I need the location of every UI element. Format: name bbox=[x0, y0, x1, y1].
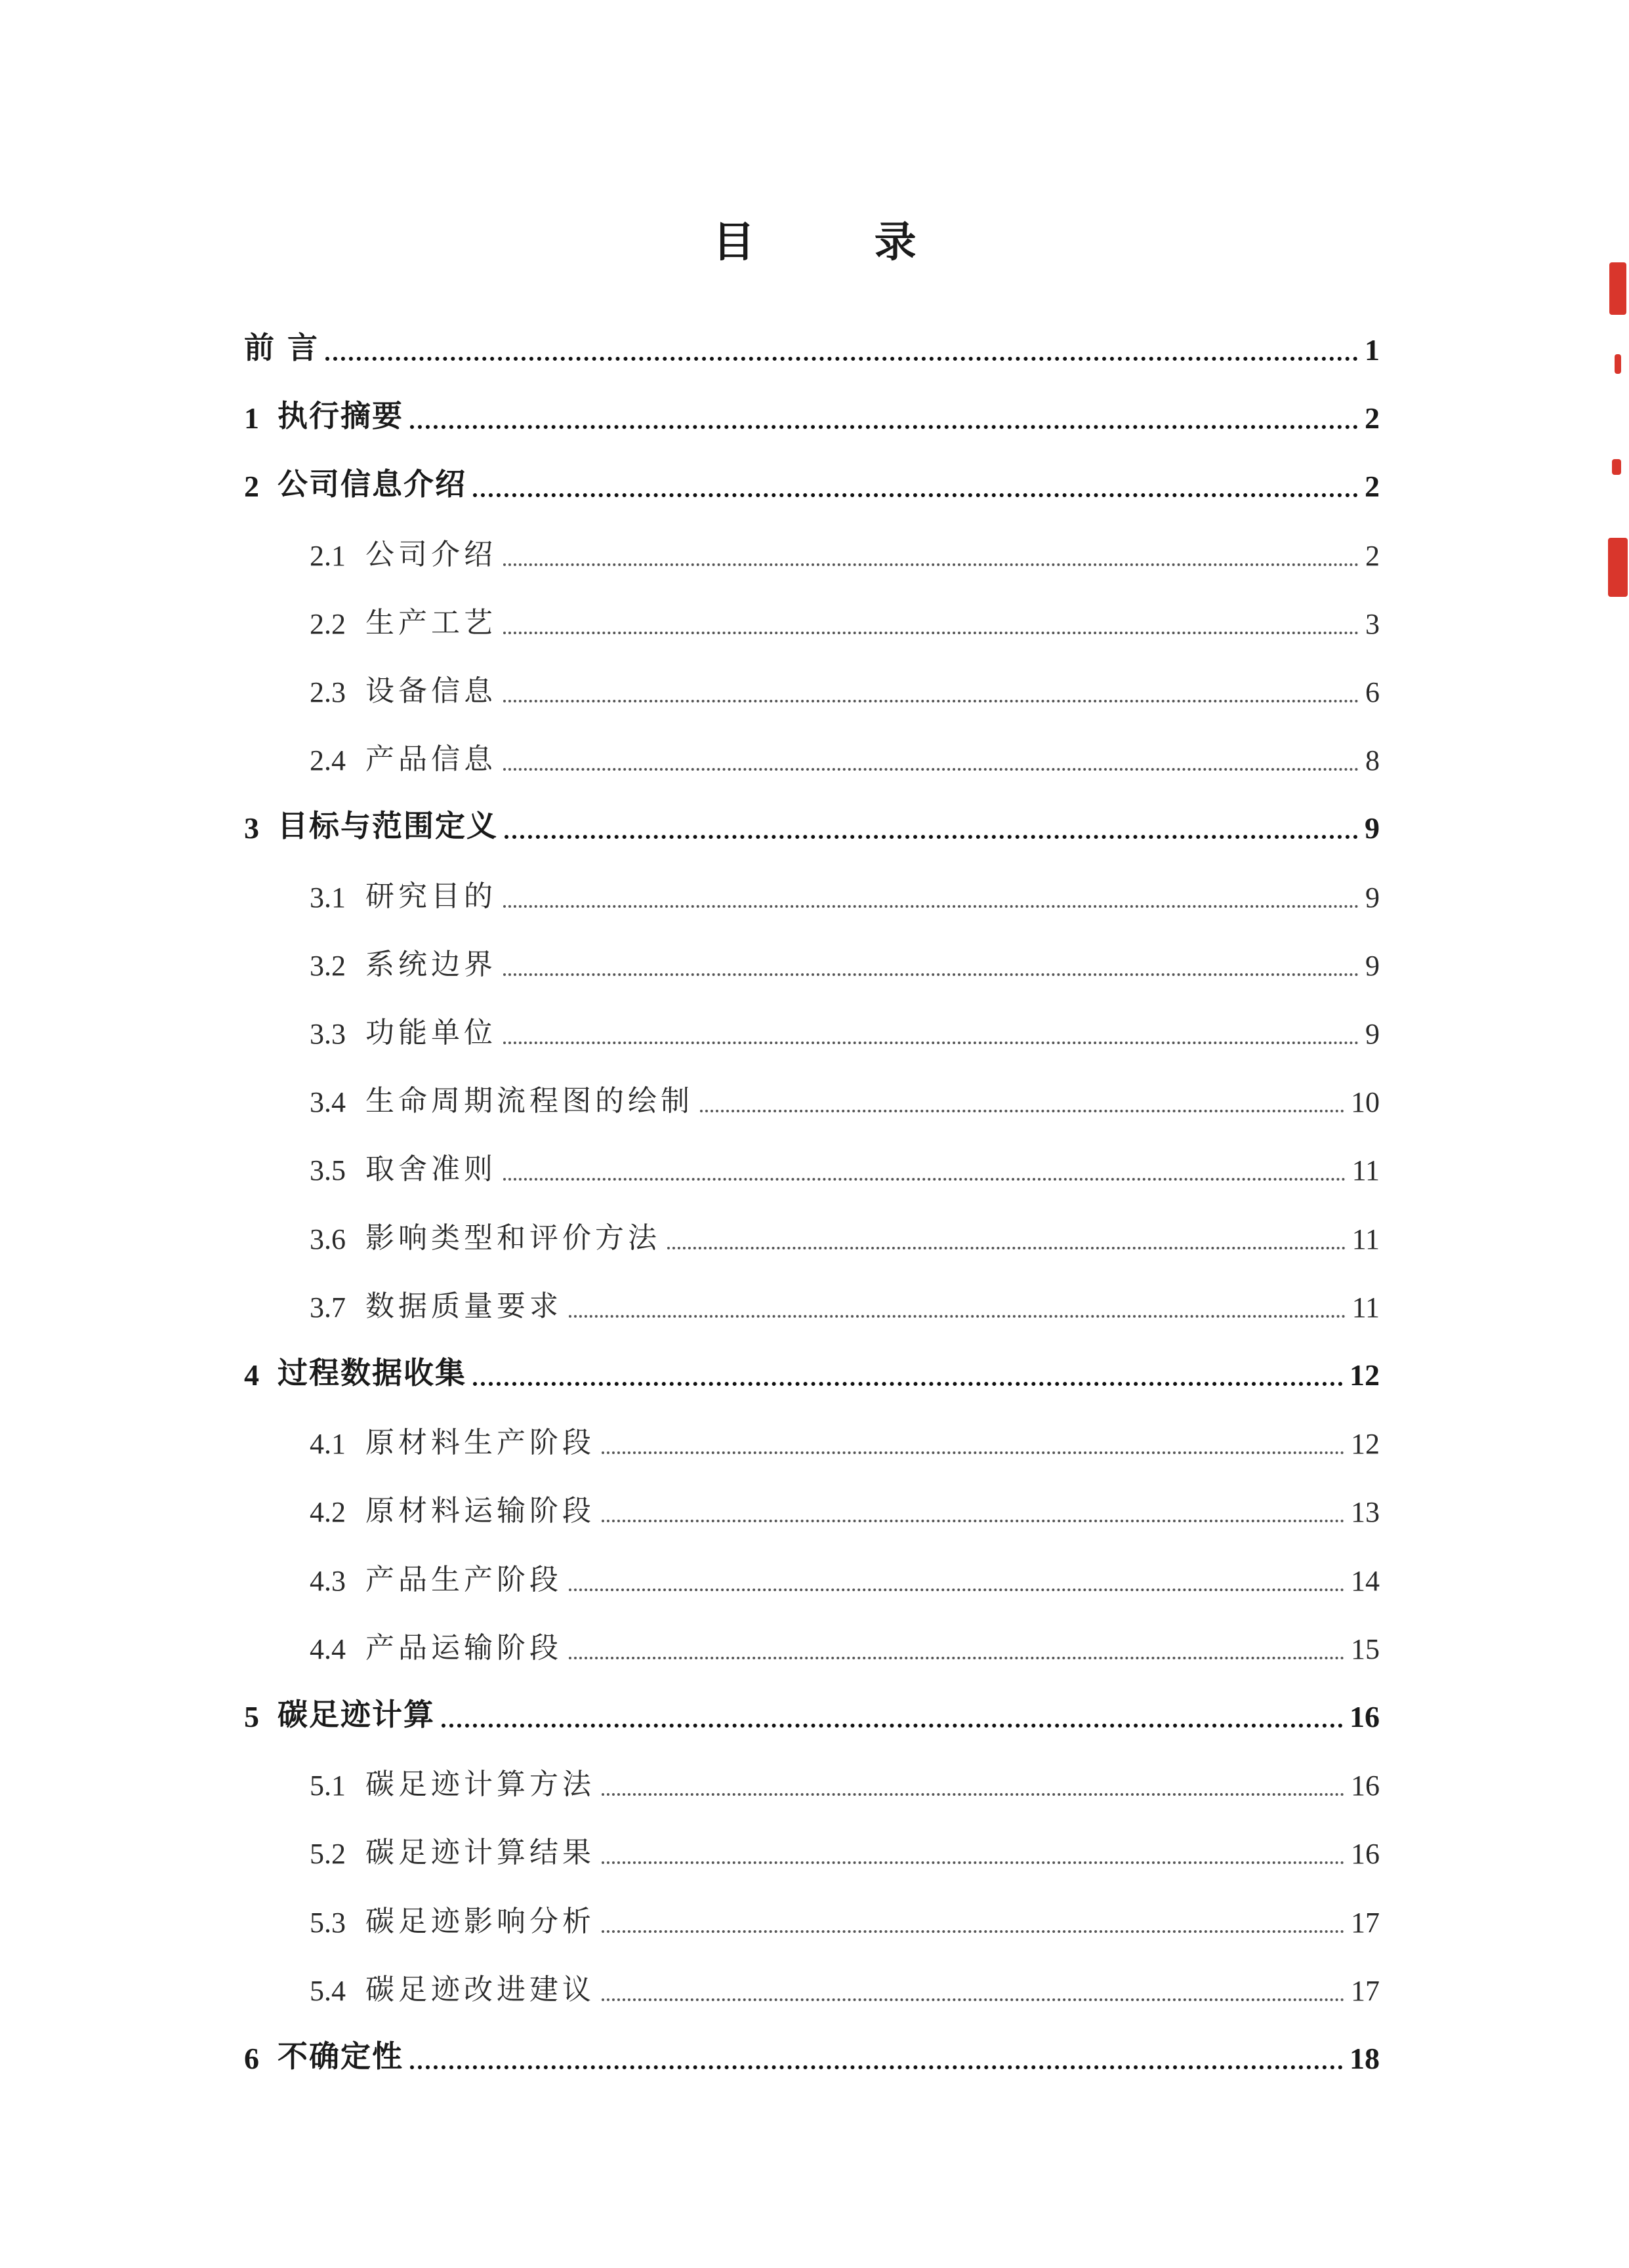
toc-section-entry[interactable] bbox=[244, 1141, 1380, 1187]
toc-entry-label bbox=[310, 1760, 595, 1802]
toc-entry-label bbox=[244, 324, 319, 367]
toc-entry-number: 5.1 bbox=[310, 1770, 346, 1802]
toc-entry-label bbox=[310, 1829, 595, 1871]
toc-page-number: 11 bbox=[1351, 1154, 1380, 1187]
toc-dot-leader bbox=[602, 1998, 1344, 2001]
toc-entry-title: 原材料生产阶段 bbox=[365, 1426, 595, 1460]
toc-dot-leader bbox=[442, 1724, 1343, 1728]
toc-page-number: 12 bbox=[1350, 1358, 1380, 1392]
toc-section-entry[interactable] bbox=[244, 1005, 1380, 1051]
toc-entry-label bbox=[310, 1897, 595, 1939]
toc-dot-leader bbox=[569, 1589, 1344, 1591]
toc-dot-leader bbox=[325, 357, 1358, 361]
toc-entry-title: 生产工艺 bbox=[365, 605, 497, 639]
toc-entry-title: 碳足迹计算 bbox=[278, 1697, 435, 1732]
toc-dot-leader bbox=[503, 768, 1359, 771]
toc-dot-leader bbox=[602, 1451, 1344, 1454]
toc-chapter-entry[interactable] bbox=[244, 458, 1380, 504]
toc-dot-leader bbox=[569, 1657, 1344, 1659]
toc-entry-number: 3 bbox=[244, 811, 259, 845]
toc-dot-leader bbox=[410, 425, 1358, 429]
toc-section-entry[interactable] bbox=[244, 1552, 1380, 1598]
toc-entry-label bbox=[310, 531, 497, 573]
toc-dot-leader bbox=[503, 632, 1359, 634]
toc-entry-number: 5.4 bbox=[310, 1974, 346, 2007]
toc-page-number: 2 bbox=[1365, 470, 1380, 504]
toc-entry-label bbox=[310, 1419, 595, 1461]
toc-page-number: 2 bbox=[1365, 401, 1380, 435]
toc-section-entry[interactable] bbox=[244, 1756, 1380, 1802]
toc-entry-title: 功能单位 bbox=[365, 1016, 497, 1049]
toc-entry-label bbox=[310, 1145, 497, 1187]
toc-entry-number: 3.3 bbox=[310, 1018, 346, 1050]
toc-dot-leader bbox=[503, 905, 1359, 908]
toc-page-number: 6 bbox=[1365, 676, 1380, 708]
toc-entry-number: 2.4 bbox=[310, 744, 346, 777]
toc-entry-number: 3.4 bbox=[310, 1086, 346, 1119]
toc-page-number: 2 bbox=[1365, 539, 1380, 572]
toc-entry-label bbox=[244, 802, 498, 845]
toc-section-entry[interactable] bbox=[244, 1620, 1380, 1666]
toc-section-entry[interactable] bbox=[244, 1210, 1380, 1256]
toc-entry-number: 4.2 bbox=[310, 1496, 346, 1529]
toc-entry-title: 碳足迹计算方法 bbox=[365, 1768, 595, 1802]
toc-entry-title: 取舍准则 bbox=[365, 1152, 497, 1186]
toc-page-number: 12 bbox=[1351, 1428, 1380, 1461]
toc-entry-title: 过程数据收集 bbox=[278, 1355, 466, 1390]
toc-page-number: 16 bbox=[1351, 1838, 1380, 1871]
toc-entry-title: 碳足迹改进建议 bbox=[365, 1972, 595, 2006]
toc-section-entry[interactable] bbox=[244, 731, 1380, 777]
toc-page-number: 17 bbox=[1351, 1974, 1380, 2007]
toc-dot-leader bbox=[602, 1520, 1344, 1522]
toc-entry-number: 4.4 bbox=[310, 1632, 346, 1665]
toc-entry-number: 1 bbox=[244, 401, 259, 435]
toc-page-number: 18 bbox=[1350, 2042, 1380, 2075]
toc-entry-label bbox=[310, 1966, 595, 2008]
toc-page-number: 9 bbox=[1365, 949, 1380, 982]
toc-entry-number: 4.3 bbox=[310, 1564, 346, 1597]
toc-entry-number: 2.1 bbox=[310, 539, 346, 572]
toc-entry-title: 不确定性 bbox=[278, 2038, 403, 2074]
toc-page-number: 11 bbox=[1351, 1223, 1380, 1255]
toc-entry-number: 2 bbox=[244, 470, 259, 504]
toc-entry-number: 5 bbox=[244, 1700, 259, 1733]
toc-dot-leader bbox=[602, 1930, 1344, 1933]
toc-dot-leader bbox=[602, 1793, 1344, 1796]
toc-entry-label bbox=[244, 392, 403, 435]
toc-dot-leader bbox=[505, 835, 1358, 839]
page-title: 目 录 bbox=[712, 218, 969, 267]
toc-chapter-entry[interactable] bbox=[244, 1688, 1380, 1734]
toc-entry-label bbox=[310, 1624, 562, 1666]
toc-entry-title: 生命周期流程图的绘制 bbox=[365, 1084, 693, 1118]
toc-section-entry[interactable] bbox=[244, 595, 1380, 641]
toc-entry-number: 3.5 bbox=[310, 1154, 346, 1187]
toc-entry-label bbox=[310, 735, 497, 777]
toc-section-entry[interactable] bbox=[244, 527, 1380, 573]
toc-entry-number: 3.2 bbox=[310, 949, 346, 982]
toc-dot-leader bbox=[602, 1861, 1344, 1864]
toc-dot-leader bbox=[503, 1178, 1346, 1181]
toc-page-number: 16 bbox=[1350, 1700, 1380, 1733]
toc-page-number: 9 bbox=[1365, 881, 1380, 914]
toc-entry-number: 4 bbox=[244, 1358, 259, 1392]
toc-entry-title: 公司信息介绍 bbox=[278, 466, 466, 502]
toc-entry-number: 2.2 bbox=[310, 607, 346, 640]
toc-section-entry[interactable] bbox=[244, 1893, 1380, 1939]
seal-stamp-fragment bbox=[1603, 262, 1629, 603]
toc-section-entry[interactable] bbox=[244, 1415, 1380, 1461]
toc-entry-title: 产品信息 bbox=[365, 742, 497, 777]
toc-page-number: 8 bbox=[1365, 744, 1380, 777]
toc-section-entry[interactable] bbox=[244, 937, 1380, 982]
toc-page-number: 9 bbox=[1365, 1018, 1380, 1050]
toc-page-number: 11 bbox=[1351, 1291, 1380, 1324]
toc-page-number: 10 bbox=[1351, 1086, 1380, 1119]
toc-entry-label bbox=[310, 941, 497, 982]
toc-entry-title: 产品生产阶段 bbox=[365, 1562, 562, 1596]
toc-page-number: 3 bbox=[1365, 607, 1380, 640]
toc-entry-label bbox=[244, 1349, 466, 1392]
toc-entry-label bbox=[310, 1282, 562, 1324]
toc-entry-number: 4.1 bbox=[310, 1428, 346, 1461]
toc-entry-title: 数据质量要求 bbox=[365, 1289, 562, 1323]
toc-entry-label bbox=[244, 1691, 435, 1734]
toc-entry-title: 碳足迹影响分析 bbox=[365, 1904, 595, 1938]
toc-entry-number: 2.3 bbox=[310, 676, 346, 708]
toc-entry-number: 6 bbox=[244, 2042, 259, 2075]
toc-entry-title: 产品运输阶段 bbox=[365, 1630, 562, 1665]
toc-entry-label bbox=[310, 1077, 693, 1119]
toc-dot-leader bbox=[503, 973, 1359, 976]
toc-entry-title: 系统边界 bbox=[365, 947, 497, 981]
toc-section-entry[interactable] bbox=[244, 1962, 1380, 2008]
toc-chapter-entry[interactable] bbox=[244, 321, 1380, 367]
toc-entry-label bbox=[310, 667, 497, 709]
toc-entry-label bbox=[310, 1487, 595, 1529]
toc-chapter-entry[interactable] bbox=[244, 1347, 1380, 1392]
toc-dot-leader bbox=[410, 2065, 1343, 2069]
toc-entry-number: 3.1 bbox=[310, 881, 346, 914]
toc-page-number: 1 bbox=[1365, 333, 1380, 367]
toc-entry-label bbox=[310, 599, 497, 641]
toc-entry-label bbox=[310, 872, 497, 914]
toc-dot-leader bbox=[667, 1247, 1346, 1249]
toc-entry-title: 碳足迹计算结果 bbox=[365, 1836, 595, 1870]
toc-entry-title: 目标与范围定义 bbox=[278, 808, 498, 844]
toc-page-number: 13 bbox=[1351, 1496, 1380, 1529]
toc-section-entry[interactable] bbox=[244, 868, 1380, 914]
toc-dot-leader bbox=[473, 493, 1358, 497]
toc-entry-label bbox=[310, 1214, 661, 1256]
toc-page-number: 17 bbox=[1351, 1906, 1380, 1939]
toc-entry-label bbox=[244, 460, 466, 504]
toc-chapter-entry[interactable] bbox=[244, 390, 1380, 435]
toc-entry-label bbox=[310, 1009, 497, 1051]
toc-entry-number: 3.7 bbox=[310, 1291, 346, 1324]
toc-dot-leader bbox=[503, 700, 1359, 702]
toc-entry-label bbox=[310, 1556, 562, 1598]
toc-page-number: 16 bbox=[1351, 1770, 1380, 1802]
toc-entry-number: 5.3 bbox=[310, 1906, 346, 1939]
toc-dot-leader bbox=[473, 1382, 1343, 1386]
toc-entry-title: 设备信息 bbox=[365, 674, 497, 708]
toc-page-number: 14 bbox=[1351, 1564, 1380, 1597]
toc-entry-title: 执行摘要 bbox=[278, 398, 403, 434]
toc-chapter-entry[interactable] bbox=[244, 800, 1380, 845]
toc-entry-number: 3.6 bbox=[310, 1223, 346, 1255]
toc-dot-leader bbox=[569, 1315, 1346, 1318]
toc-dot-leader bbox=[503, 563, 1359, 566]
toc-entry-title: 公司介绍 bbox=[365, 537, 497, 571]
toc-page-number: 15 bbox=[1351, 1632, 1380, 1665]
toc-page-number: 9 bbox=[1365, 811, 1380, 845]
toc-entry-title: 影响类型和评价方法 bbox=[365, 1221, 661, 1255]
toc-chapter-entry[interactable] bbox=[244, 2030, 1380, 2076]
toc-entry-title: 原材料运输阶段 bbox=[365, 1494, 595, 1528]
toc-dot-leader bbox=[503, 1042, 1359, 1044]
toc-entry-title: 前 言 bbox=[244, 330, 320, 365]
toc-section-entry[interactable] bbox=[244, 1278, 1380, 1324]
toc-entry-title: 研究目的 bbox=[365, 879, 497, 913]
toc-entry-number: 5.2 bbox=[310, 1838, 346, 1871]
toc-section-entry[interactable] bbox=[244, 1073, 1380, 1119]
toc-section-entry[interactable] bbox=[244, 1825, 1380, 1871]
toc-section-entry[interactable] bbox=[244, 663, 1380, 709]
toc-dot-leader bbox=[700, 1110, 1344, 1112]
toc-entry-label bbox=[244, 2033, 403, 2076]
toc-section-entry[interactable] bbox=[244, 1483, 1380, 1529]
